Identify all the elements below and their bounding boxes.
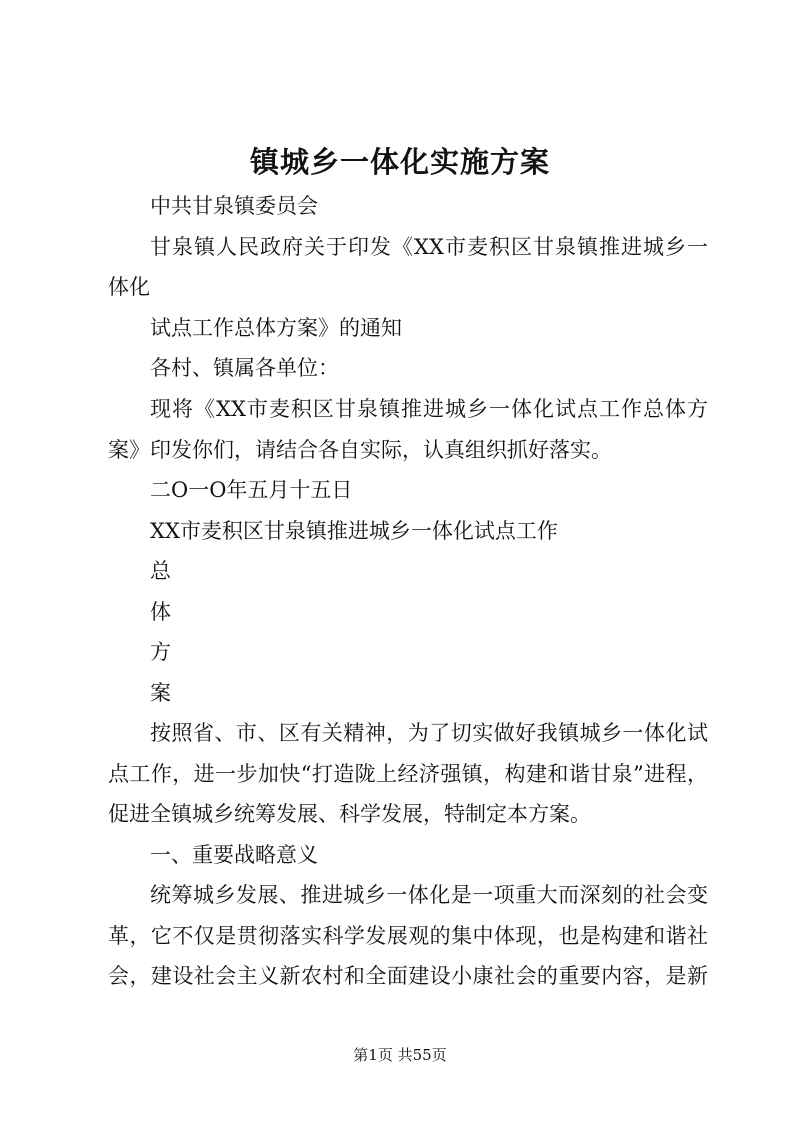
body-paragraph-line: 统筹城乡发展、推进城乡一体化是一项重大而深刻的社会变 bbox=[150, 883, 708, 907]
body-paragraph-line: 促进全镇城乡统筹发展、科学发展，特制定本方案。 bbox=[108, 802, 591, 826]
body-paragraph-line: 按照省、市、区有关精神，为了切实做好我镇城乡一体化试 bbox=[150, 721, 708, 745]
notice-title-line-1: 甘泉镇人民政府关于印发《XX市麦积区甘泉镇推进城乡一 bbox=[150, 235, 708, 259]
issuer-line: 中共甘泉镇委员会 bbox=[150, 194, 318, 218]
plan-heading-char: 案 bbox=[150, 681, 171, 705]
notice-title-line-2: 体化 bbox=[108, 275, 150, 299]
page-number-footer: 第1页 共55页 bbox=[353, 1046, 447, 1064]
plan-heading-char: 总 bbox=[150, 559, 171, 583]
plan-heading-char: 方 bbox=[150, 640, 171, 664]
plan-heading-char: 体 bbox=[150, 600, 171, 624]
section-heading: 一、重要战略意义 bbox=[150, 843, 318, 867]
plan-heading-line: XX市麦积区甘泉镇推进城乡一体化试点工作 bbox=[150, 519, 558, 543]
body-paragraph-line: 案》印发你们，请结合各自实际，认真组织抓好落实。 bbox=[108, 438, 612, 462]
page-title: 镇城乡一体化实施方案 bbox=[249, 145, 550, 179]
body-paragraph-line: 会，建设社会主义新农村和全面建设小康社会的重要内容，是新 bbox=[108, 964, 708, 988]
body-paragraph-line: 现将《XX市麦积区甘泉镇推进城乡一体化试点工作总体方 bbox=[150, 397, 708, 421]
body-paragraph-line: 点工作，进一步加快“打造陇上经济强镇，构建和谐甘泉”进程， bbox=[108, 762, 708, 786]
addressee-line: 各村、镇属各单位： bbox=[150, 356, 339, 380]
notice-title-line-3: 试点工作总体方案》的通知 bbox=[150, 316, 402, 340]
body-paragraph-line: 革，它不仅是贯彻落实科学发展观的集中体现，也是构建和谐社 bbox=[108, 924, 708, 948]
date-line: 二O一O年五月十五日 bbox=[150, 478, 353, 502]
